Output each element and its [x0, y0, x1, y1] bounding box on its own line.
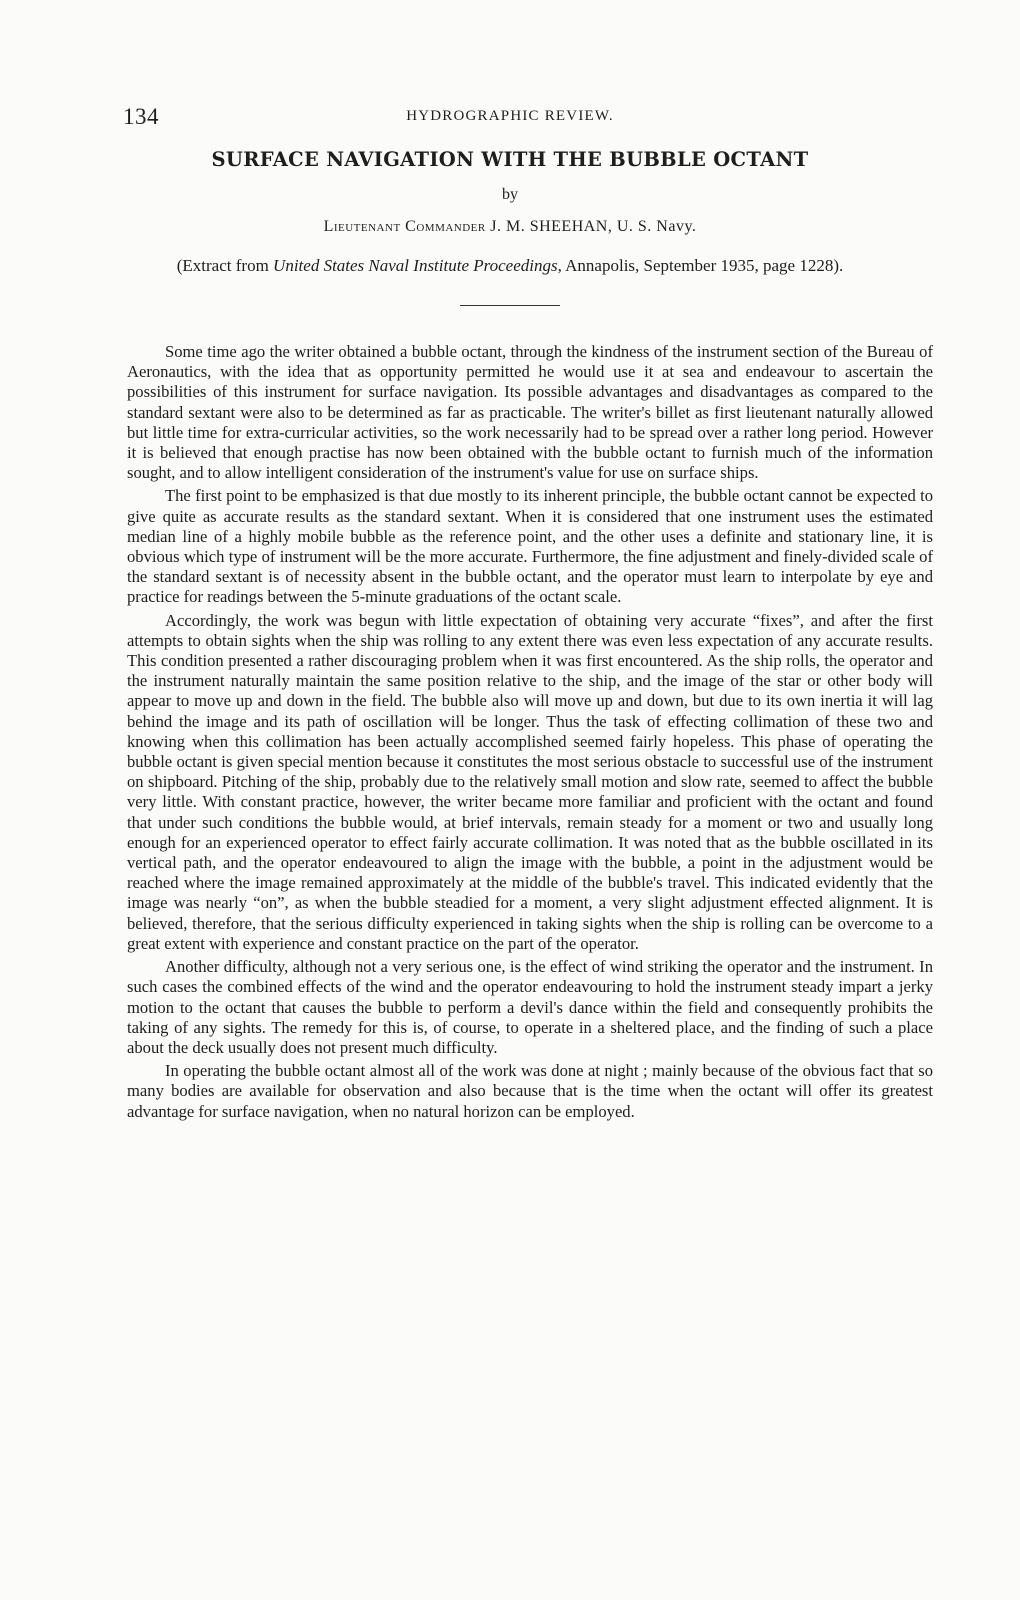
running-head: HYDROGRAPHIC REVIEW.	[406, 108, 614, 124]
extract-prefix: (Extract from	[176, 256, 274, 275]
author-line	[0, 218, 1020, 236]
extract-note	[0, 256, 1020, 276]
paragraph: Some time ago the writer obtained a bubble octant, through the kindness of the instrument section of the Bureau of Aeronautics, with the idea that as opportunity permitted he would use it at sea and endeavour to ascertain the possibilities of this instrument for surface navigation. Its possible advantages and disadvantages as compared to the standard sextant were also to be determined as far as practicable. The writer's billet as first lieutenant naturally allowed but little time for extra-curricular activities, so the work necessarily had to be spread over a rather long period. However it is believed that enough practise has now been obtained with the bubble octant to furnish much of the information sought, and to allow intelligent consideration of the instrument's value for use on surface ships.	[127, 342, 933, 483]
author-name: J. M. SHEEHAN, U. S. Navy.	[490, 218, 697, 235]
extract-source: United States Naval Institute Proceedings	[273, 256, 558, 275]
divider-rule	[460, 305, 560, 306]
paragraph: Another difficulty, although not a very serious one, is the effect of wind striking the operator and the instrument. In such cases the combined effects of the wind and the operator endeavouring to hold the instrument steady impart a jerky motion to the octant that causes the bubble to perform a devil's dance within the field and consequently prohibits the taking of any sights. The remedy for this is, of course, to operate in a sheltered place, and the finding of such a place about the deck usually does not present much difficulty.	[127, 957, 933, 1057]
paragraph: In operating the bubble octant almost all of the work was done at night ; mainly because of the obvious fact that so many bodies are available for observation and also because that is the time when the octant will offer its greatest advantage for surface navigation, when no natural horizon can be employed.	[127, 1061, 933, 1121]
paragraph: The first point to be emphasized is that due mostly to its inherent principle, the bubble octant cannot be expected to give quite as accurate results as the standard sextant. When it is considered that one instrument uses the estimated median line of a highly mobile bubble as the reference point, and the other uses a definite and stationary line, it is obvious which type of instrument will be the more accurate. Furthermore, the fine adjustment and finely-divided scale of the standard sextant is of necessity absent in the bubble octant, and the operator must learn to interpolate by eye and practice for readings between the 5-minute graduations of the octant scale.	[127, 486, 933, 607]
page-number: 134	[123, 104, 159, 129]
extract-suffix: , Annapolis, September 1935, page 1228).	[557, 256, 844, 275]
byline-by: by	[502, 186, 518, 203]
paragraph: Accordingly, the work was begun with little expectation of obtaining very accurate “fixes”, and after the first attempts to obtain sights when the ship was rolling to any extent there was even less expectation of any accurate results. This condition presented a rather discouraging problem when it was first encountered. As the ship rolls, the operator and the instrument naturally maintain the same position relative to the ship, and the image of the star or other body will appear to move up and down in the field. The bubble also will move up and down, but due to its own inertia it will lag behind the image and its path of oscillation will be longer. Thus the task of effecting collimation of these two and knowing when this collimation has been actually accomplished seemed fairly hopeless. This phase of operating the bubble octant is given special mention because it constitutes the most serious obstacle to successful use of the instrument on shipboard. Pitching of the ship, probably due to the relatively small motion and slow rate, seemed to affect the bubble very little. With constant practice, however, the writer became more familiar and proficient with the octant and found that under such conditions the bubble would, at brief intervals, remain steady for a moment or two and usually long enough for an experienced operator to effect fairly accurate collimation. It was noted that as the bubble oscillated in its vertical path, and the operator endeavoured to align the image with the bubble, a point in the adjustment would be reached where the image remained approximately at the middle of the bubble's travel. This indicated evidently that the image was nearly “on”, as when the bubble steadied for a moment, a very slight adjustment effected alignment. It is believed, therefore, that the serious difficulty experienced in taking sights when the ship is rolling can be overcome to a great extent with experience and constant practice on the part of the operator.	[127, 610, 933, 953]
page-header	[0, 104, 1020, 128]
author-rank: Lieutenant Commander	[323, 218, 486, 235]
article-title: SURFACE NAVIGATION WITH THE BUBBLE OCTANT	[211, 148, 809, 171]
article-body	[127, 342, 933, 1125]
